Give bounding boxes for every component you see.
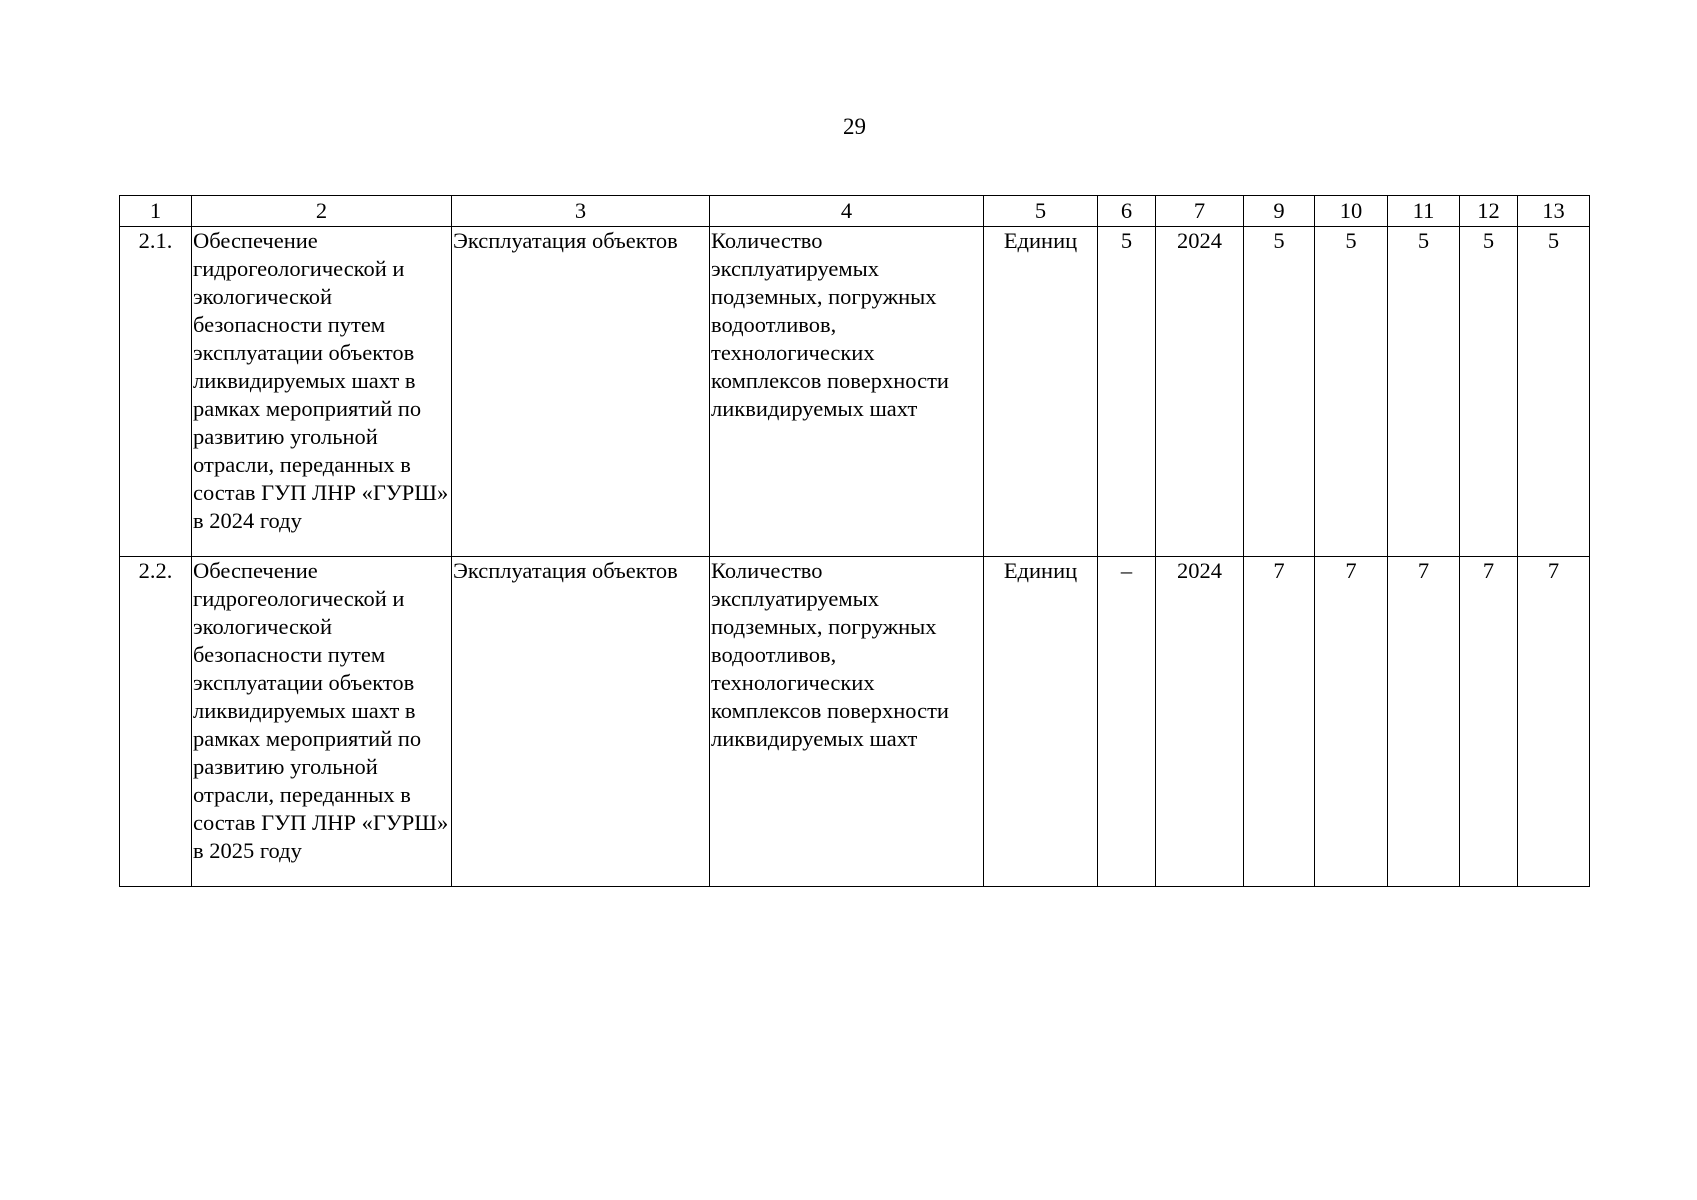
row-value-col-10: 5 xyxy=(1315,227,1388,557)
row-name: Обеспечение гидрогеологической и экологической безопасности путем эксплуатации объектов ликвидируемых шахт в рамках мероприятий по развитию угольной отрасли, переданных в состав ГУП ЛНР «ГУРШ» в 2024 году xyxy=(192,227,452,557)
row-value-col-11: 7 xyxy=(1388,557,1460,887)
column-header-2: 2 xyxy=(192,196,452,227)
row-value-col-9: 7 xyxy=(1244,557,1315,887)
table-row xyxy=(120,557,1590,887)
table-header-row xyxy=(120,196,1590,227)
row-value-col-12: 5 xyxy=(1460,227,1518,557)
page-number: 29 xyxy=(843,114,866,139)
row-indicator: Количество эксплуатируемых подземных, погружных водоотливов, технологических комплексов поверхности ликвидируемых шахт xyxy=(710,227,984,557)
row-value-col-11: 5 xyxy=(1388,227,1460,557)
row-unit: Единиц xyxy=(984,557,1098,887)
column-header-10: 10 xyxy=(1315,196,1388,227)
row-number: 2.2. xyxy=(120,557,192,887)
column-header-4: 4 xyxy=(710,196,984,227)
row-base-year: 2024 xyxy=(1156,227,1244,557)
row-name: Обеспечение гидрогеологической и экологической безопасности путем эксплуатации объектов ликвидируемых шахт в рамках мероприятий по развитию угольной отрасли, переданных в состав ГУП ЛНР «ГУРШ» в 2025 году xyxy=(192,557,452,887)
column-header-9: 9 xyxy=(1244,196,1315,227)
row-value-col-9: 5 xyxy=(1244,227,1315,557)
row-value-col-12: 7 xyxy=(1460,557,1518,887)
column-header-11: 11 xyxy=(1388,196,1460,227)
column-header-7: 7 xyxy=(1156,196,1244,227)
row-indicator: Количество эксплуатируемых подземных, погружных водоотливов, технологических комплексов поверхности ликвидируемых шахт xyxy=(710,557,984,887)
row-base-value: – xyxy=(1098,557,1156,887)
row-activity: Эксплуатация объектов xyxy=(452,227,710,557)
table-row xyxy=(120,227,1590,557)
column-header-12: 12 xyxy=(1460,196,1518,227)
column-header-6: 6 xyxy=(1098,196,1156,227)
column-header-13: 13 xyxy=(1518,196,1590,227)
row-number: 2.1. xyxy=(120,227,192,557)
column-header-1: 1 xyxy=(120,196,192,227)
row-base-year: 2024 xyxy=(1156,557,1244,887)
row-value-col-13: 5 xyxy=(1518,227,1590,557)
row-value-col-10: 7 xyxy=(1315,557,1388,887)
column-header-5: 5 xyxy=(984,196,1098,227)
row-base-value: 5 xyxy=(1098,227,1156,557)
column-header-3: 3 xyxy=(452,196,710,227)
indicators-table xyxy=(119,195,1590,887)
row-unit: Единиц xyxy=(984,227,1098,557)
row-activity: Эксплуатация объектов xyxy=(452,557,710,887)
row-value-col-13: 7 xyxy=(1518,557,1590,887)
